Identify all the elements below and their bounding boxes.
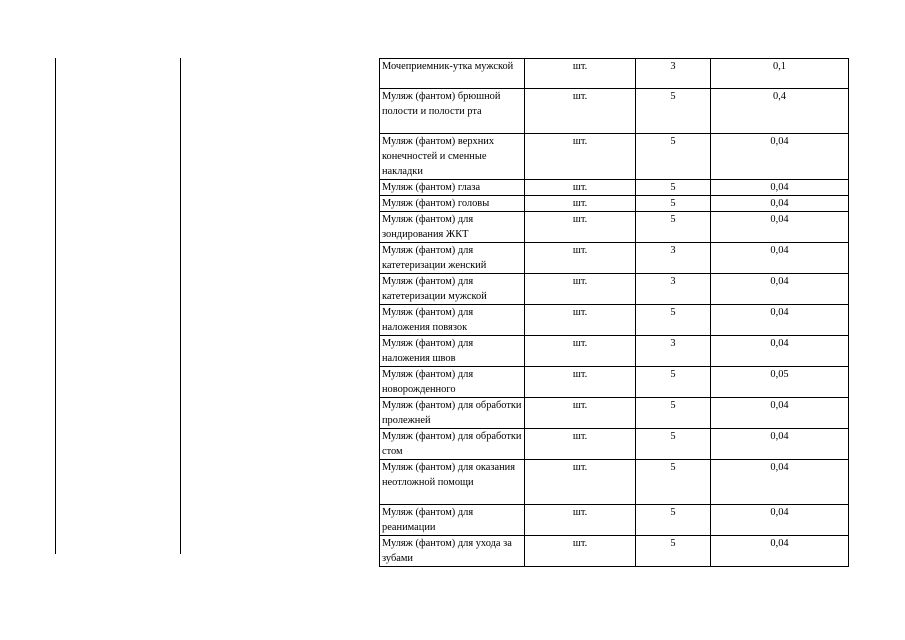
item-unit: шт. — [525, 336, 636, 367]
item-qty: 5 — [636, 134, 711, 180]
left-margin-line-2 — [180, 58, 181, 554]
item-value: 0,04 — [711, 212, 849, 243]
table-row — [380, 536, 849, 567]
item-value: 0,04 — [711, 274, 849, 305]
item-value: 0,1 — [711, 59, 849, 89]
item-name: Муляж (фантом) для реанимации — [380, 505, 525, 536]
item-value: 0,04 — [711, 505, 849, 536]
equipment-table — [379, 58, 849, 567]
item-name: Муляж (фантом) брюшной полости и полости рта — [380, 89, 525, 134]
table-row — [380, 336, 849, 367]
item-qty: 5 — [636, 505, 711, 536]
item-qty: 5 — [636, 536, 711, 567]
item-name: Муляж (фантом) для оказания неотложной помощи — [380, 460, 525, 505]
table-row — [380, 274, 849, 305]
item-value: 0,04 — [711, 243, 849, 274]
item-unit: шт. — [525, 243, 636, 274]
item-unit: шт. — [525, 196, 636, 212]
item-qty: 5 — [636, 89, 711, 134]
item-unit: шт. — [525, 305, 636, 336]
table-row — [380, 196, 849, 212]
item-name: Муляж (фантом) для обработки пролежней — [380, 398, 525, 429]
item-qty: 3 — [636, 336, 711, 367]
item-value: 0,4 — [711, 89, 849, 134]
item-value: 0,05 — [711, 367, 849, 398]
item-qty: 5 — [636, 398, 711, 429]
item-qty: 3 — [636, 243, 711, 274]
item-unit: шт. — [525, 505, 636, 536]
left-margin-line-1 — [55, 58, 56, 554]
table-row — [380, 243, 849, 274]
item-value: 0,04 — [711, 134, 849, 180]
item-name: Мочеприемник-утка мужской — [380, 59, 525, 89]
item-name: Муляж (фантом) верхних конечностей и сменные накладки — [380, 134, 525, 180]
item-value: 0,04 — [711, 196, 849, 212]
item-qty: 5 — [636, 212, 711, 243]
item-name: Муляж (фантом) для катетеризации мужской — [380, 274, 525, 305]
table-row — [380, 212, 849, 243]
item-unit: шт. — [525, 89, 636, 134]
item-unit: шт. — [525, 398, 636, 429]
item-name: Муляж (фантом) для наложения швов — [380, 336, 525, 367]
table-row — [380, 460, 849, 505]
item-unit: шт. — [525, 536, 636, 567]
item-name: Муляж (фантом) для зондирования ЖКТ — [380, 212, 525, 243]
item-unit: шт. — [525, 212, 636, 243]
item-qty: 5 — [636, 367, 711, 398]
item-unit: шт. — [525, 180, 636, 196]
item-value: 0,04 — [711, 180, 849, 196]
item-qty: 3 — [636, 274, 711, 305]
item-value: 0,04 — [711, 336, 849, 367]
table-row — [380, 429, 849, 460]
item-value: 0,04 — [711, 429, 849, 460]
item-unit: шт. — [525, 429, 636, 460]
item-qty: 5 — [636, 196, 711, 212]
item-name: Муляж (фантом) глаза — [380, 180, 525, 196]
item-qty: 3 — [636, 59, 711, 89]
table-row — [380, 59, 849, 89]
item-unit: шт. — [525, 59, 636, 89]
table-row — [380, 367, 849, 398]
item-unit: шт. — [525, 367, 636, 398]
item-qty: 5 — [636, 460, 711, 505]
item-unit: шт. — [525, 460, 636, 505]
item-name: Муляж (фантом) для новорожденного — [380, 367, 525, 398]
item-qty: 5 — [636, 429, 711, 460]
item-qty: 5 — [636, 180, 711, 196]
table-row — [380, 305, 849, 336]
table-body — [380, 59, 849, 567]
item-unit: шт. — [525, 274, 636, 305]
item-qty: 5 — [636, 305, 711, 336]
table-row — [380, 134, 849, 180]
item-value: 0,04 — [711, 460, 849, 505]
item-unit: шт. — [525, 134, 636, 180]
item-name: Муляж (фантом) для катетеризации женский — [380, 243, 525, 274]
table-row — [380, 180, 849, 196]
item-value: 0,04 — [711, 536, 849, 567]
item-name: Муляж (фантом) для наложения повязок — [380, 305, 525, 336]
item-value: 0,04 — [711, 305, 849, 336]
item-name: Муляж (фантом) для обработки стом — [380, 429, 525, 460]
item-value: 0,04 — [711, 398, 849, 429]
item-name: Муляж (фантом) для ухода за зубами — [380, 536, 525, 567]
table-row — [380, 89, 849, 134]
table-row — [380, 398, 849, 429]
table-row — [380, 505, 849, 536]
item-name: Муляж (фантом) головы — [380, 196, 525, 212]
